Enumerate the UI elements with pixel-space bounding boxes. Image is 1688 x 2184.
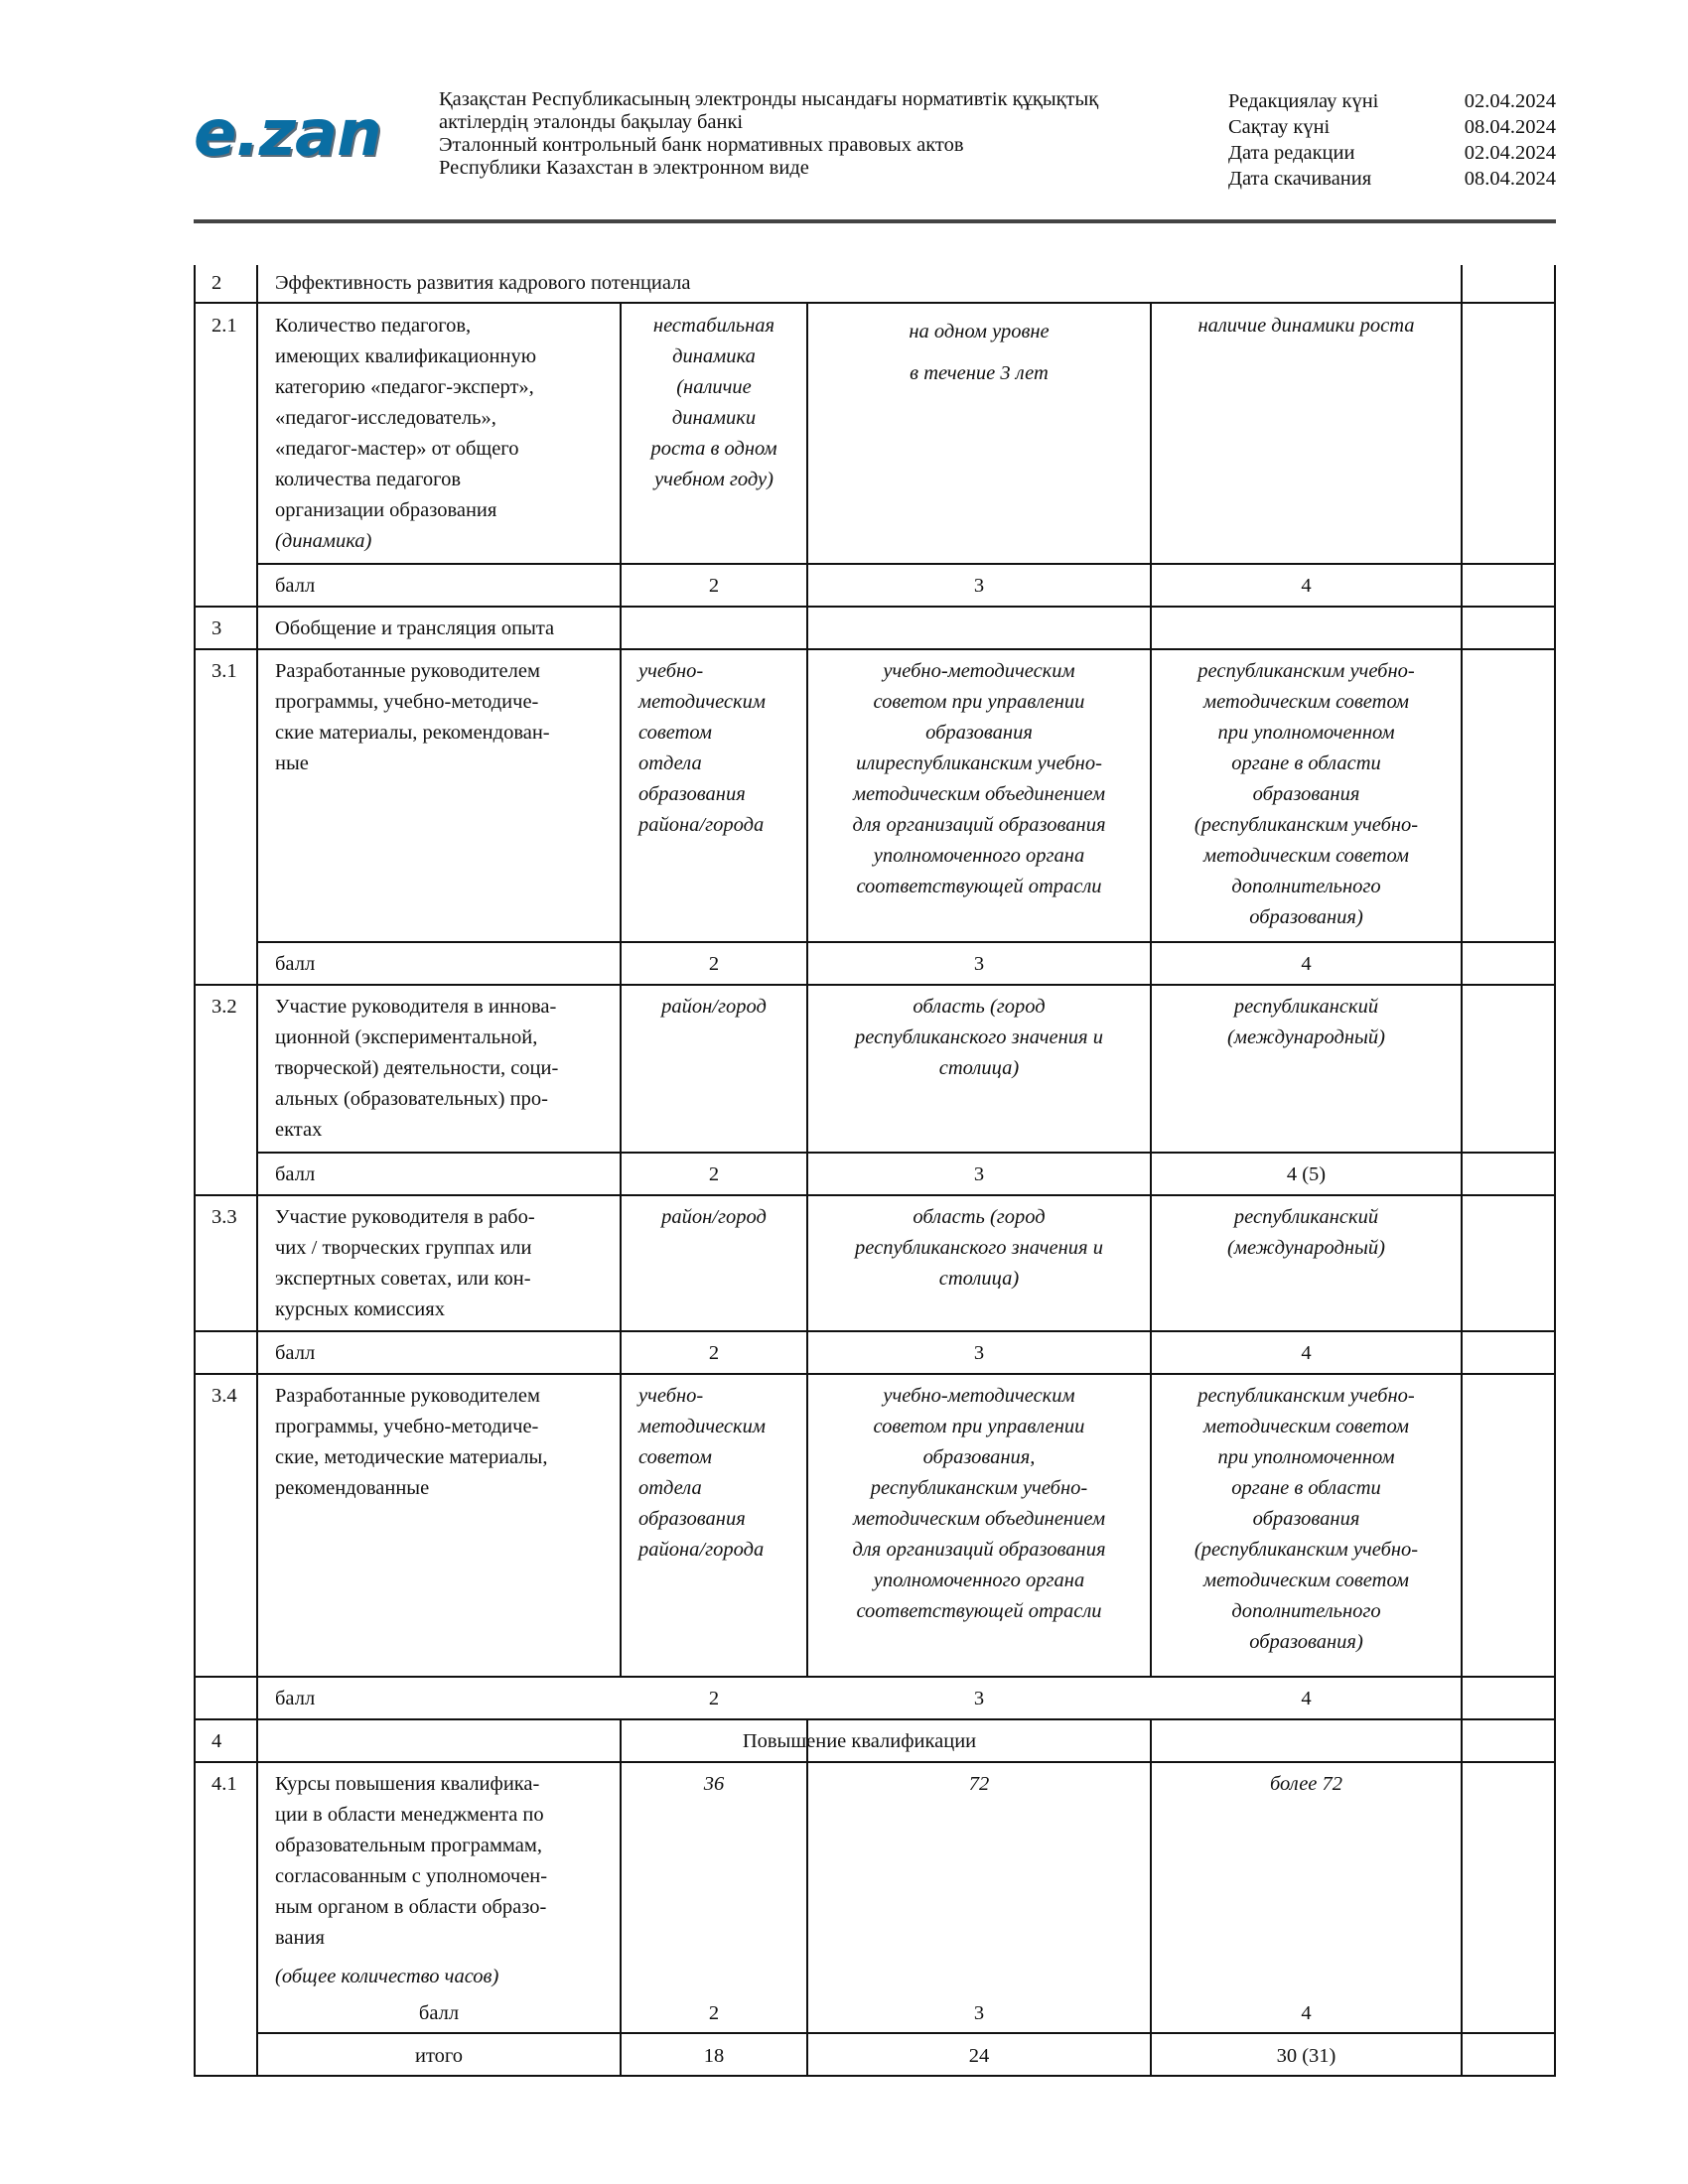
item-description [275, 311, 536, 526]
item-description [275, 992, 558, 1146]
table-border-left [194, 265, 196, 2077]
cell-line: Курсы повышения квалифика- [275, 1773, 540, 1795]
cell-line: образования) [1249, 1631, 1363, 1653]
level-3-criteria [1152, 656, 1461, 933]
bank-description [439, 88, 1174, 180]
cell-line: для организаций образования [852, 1539, 1106, 1561]
cell-line: 72 [968, 1773, 990, 1795]
cell-line: Участие руководителя в иннова- [275, 996, 557, 1018]
cell-line: республиканским учебно- [1197, 1385, 1415, 1407]
item-number: 2.1 [211, 315, 237, 337]
cell-line: вания [275, 1927, 325, 1949]
score-level-1: 2 [708, 2002, 720, 2024]
score-level-3: 4 [1301, 1342, 1312, 1364]
cell-line: соответствующей отрасли [856, 876, 1102, 897]
cell-line: советом при управлении [873, 1416, 1085, 1437]
row-line [194, 1718, 1556, 1720]
cell-line: согласованным с уполномочен- [275, 1865, 548, 1887]
score-level-1: 2 [708, 575, 720, 597]
row-line [194, 1373, 1556, 1375]
row-line [194, 1330, 1556, 1332]
score-level-2: 3 [973, 2002, 985, 2024]
cell-line: нестабильная [652, 315, 775, 337]
cell-line: столица) [938, 1057, 1020, 1079]
cell-line: республиканского значения и [855, 1237, 1103, 1259]
row-line [194, 606, 1556, 608]
meta-value: 02.04.2024 [1464, 90, 1556, 112]
score-level-2: 3 [973, 1342, 985, 1364]
level-1-criteria [622, 311, 806, 495]
cell-line: уполномоченного органа [873, 845, 1085, 867]
cell-line: столица) [938, 1268, 1020, 1290]
cell-line: имеющих квалификационную [275, 345, 537, 367]
cell-line: методическим советом [1203, 691, 1409, 713]
cell-line: рекомендованные [275, 1477, 430, 1499]
meta-label: Сақтау күні [1228, 116, 1331, 138]
level-1-criteria [622, 1202, 806, 1233]
cell-line: советом [638, 1446, 712, 1468]
cell-line: курсных комиссиях [275, 1298, 445, 1320]
cell-line: органе в области [1231, 1477, 1381, 1499]
cell-line: Участие руководителя в рабо- [275, 1206, 535, 1228]
meta-value: 08.04.2024 [1464, 168, 1556, 190]
cell-line: творческой) деятельности, соци- [275, 1057, 559, 1079]
cell-line: программы, учебно-методиче- [275, 1416, 539, 1437]
cell-line: район/город [661, 996, 767, 1018]
cell-line: советом [638, 722, 712, 744]
level-3-criteria [1152, 1381, 1461, 1658]
row-line [194, 2075, 1556, 2077]
cell-line: (республиканским учебно- [1194, 814, 1419, 836]
item-description [275, 1769, 547, 1954]
cell-line: образования [1252, 1508, 1360, 1530]
cell-line: учебно- [638, 660, 704, 682]
level-2-criteria [808, 656, 1150, 902]
cell-line: района/города [638, 1539, 765, 1561]
cell-line: на одном уровне [909, 321, 1050, 342]
level-1-criteria [638, 656, 766, 841]
level-3-criteria [1152, 992, 1461, 1053]
criteria-table [194, 265, 1556, 2077]
cell-line: методическим объединением [852, 783, 1106, 805]
score-level-2: 3 [973, 953, 985, 975]
item-note: (общее количество часов) [275, 1966, 499, 1987]
cell-line: отдела [638, 1477, 702, 1499]
cell-line: советом при управлении [873, 691, 1085, 713]
cell-line: образования, [922, 1446, 1036, 1468]
cell-line: (республиканским учебно- [1194, 1539, 1419, 1561]
score-level-1: 2 [708, 953, 720, 975]
section-title: Эффективность развития кадрового потенциала [275, 272, 691, 294]
ezan-logo [194, 99, 392, 169]
section-number: 4 [211, 1730, 222, 1752]
section-title: Обобщение и трансляция опыта [275, 617, 555, 639]
cell-line: дополнительного [1231, 876, 1381, 897]
level-1-criteria [622, 992, 806, 1023]
cell-line: образования) [1249, 906, 1363, 928]
table-border-num [256, 265, 258, 2077]
score-level-1: 2 [708, 1342, 720, 1364]
cell-line: илиреспубликанским учебно- [856, 752, 1102, 774]
level-1-criteria [622, 1769, 806, 1800]
cell-line: более 72 [1269, 1773, 1343, 1795]
cell-line: в течение 3 лет [910, 362, 1049, 384]
item-number: 4.1 [211, 1773, 237, 1795]
meta-value: 02.04.2024 [1464, 142, 1556, 164]
cell-line: ции в области менеджмента по [275, 1804, 544, 1826]
score-level-1: 2 [708, 1688, 720, 1709]
item-number: 3.3 [211, 1206, 237, 1228]
logo-text: e.zan [194, 97, 381, 171]
cell-line: республиканским учебно- [1197, 660, 1415, 682]
item-description [275, 656, 550, 779]
title-kz-line-2: актілердің эталонды бақылау банкі [439, 111, 744, 133]
cell-line: ектах [275, 1119, 323, 1141]
score-label: балл [418, 2002, 460, 2024]
score-label: балл [275, 1163, 316, 1185]
score-level-3: 4 [1301, 575, 1312, 597]
meta-label: Дата редакции [1228, 142, 1355, 164]
cell-line: учебно-методическим [883, 660, 1075, 682]
level-1-criteria [638, 1381, 766, 1566]
cell-line: район/город [661, 1206, 767, 1228]
row-line [256, 563, 1556, 565]
cell-line: категорию «педагог-эксперт», [275, 376, 534, 398]
score-level-3: 4 [1301, 2002, 1312, 2024]
cell-line: «педагог-мастер» от общего [275, 438, 519, 460]
score-label: балл [275, 1688, 316, 1709]
header-divider [194, 219, 1556, 223]
cell-line: динамики [671, 407, 757, 429]
title-ru-line-1: Эталонный контрольный банк нормативных правовых актов [439, 134, 964, 156]
total-level-3: 30 (31) [1276, 2045, 1336, 2067]
cell-line: образовательным программам, [275, 1835, 542, 1856]
total-label: итого [414, 2045, 464, 2067]
score-label: балл [275, 575, 316, 597]
title-kz-line-1: Қазақстан Республикасының электронды нысандағы нормативтік құқықтық [439, 88, 1099, 110]
cell-line: 36 [703, 1773, 725, 1795]
score-level-3: 4 (5) [1286, 1163, 1327, 1185]
cell-line: органе в области [1231, 752, 1381, 774]
cell-line: (наличие [676, 376, 752, 398]
total-level-2: 24 [968, 2045, 990, 2067]
row-line [194, 1761, 1556, 1763]
cell-line: Количество педагогов, [275, 315, 472, 337]
section-number: 2 [211, 272, 222, 294]
cell-line: соответствующей отрасли [856, 1600, 1102, 1622]
level-3-criteria [1152, 311, 1461, 341]
cell-line: образования [1252, 783, 1360, 805]
table-border-c1 [620, 303, 622, 1677]
cell-line: республиканский [1233, 1206, 1379, 1228]
cell-line: ские, методические материалы, [275, 1446, 548, 1468]
meta-row [1228, 88, 1556, 114]
cell-line: ные [275, 752, 309, 774]
cell-line: методическим советом [1203, 1416, 1409, 1437]
cell-line: наличие динамики роста [1197, 315, 1415, 337]
cell-line: республиканский [1233, 996, 1379, 1018]
cell-line: (международный) [1227, 1237, 1385, 1259]
cell-line: методическим советом [1203, 845, 1409, 867]
cell-line: уполномоченного органа [873, 1570, 1085, 1591]
cell-line: количества педагогов [275, 469, 462, 490]
cell-line: при уполномоченном [1217, 722, 1395, 744]
score-level-2: 3 [973, 575, 985, 597]
cell-line: образования [638, 1508, 746, 1530]
total-level-1: 18 [703, 2045, 725, 2067]
cell-line: динамика [672, 345, 756, 367]
level-3-criteria [1152, 1202, 1461, 1264]
cell-line: образования [925, 722, 1033, 744]
cell-line: района/города [638, 814, 765, 836]
section-number: 3 [211, 617, 222, 639]
cell-line: дополнительного [1231, 1600, 1381, 1622]
cell-line: ские материалы, рекомендован- [275, 722, 550, 744]
row-line [194, 1194, 1556, 1196]
row-line [194, 648, 1556, 650]
cell-line: учебно- [638, 1385, 704, 1407]
score-level-3: 4 [1301, 1688, 1312, 1709]
meta-label: Редакциялау күні [1228, 90, 1379, 112]
score-level-2: 3 [973, 1163, 985, 1185]
cell-line: методическим [638, 1416, 766, 1437]
cell-line: методическим объединением [852, 1508, 1106, 1530]
cell-line: экспертных советах, или кон- [275, 1268, 531, 1290]
cell-line: Разработанные руководителем [275, 660, 540, 682]
cell-line: альных (образовательных) про- [275, 1088, 548, 1110]
cell-line: роста в одном [650, 438, 777, 460]
table-border-c4 [1461, 265, 1463, 2077]
item-number: 3.4 [211, 1385, 237, 1407]
document-dates [1228, 88, 1556, 192]
cell-line: (международный) [1227, 1026, 1385, 1048]
cell-line: чих / творческих группах или [275, 1237, 532, 1259]
cell-line: организации образования [275, 499, 497, 521]
level-2-criteria [808, 1381, 1150, 1627]
level-3-criteria [1152, 1769, 1461, 1800]
cell-line: программы, учебно-методиче- [275, 691, 539, 713]
cell-line: учебном году) [654, 469, 774, 490]
title-ru-line-2: Республики Казахстан в электронном виде [439, 157, 809, 179]
meta-row [1228, 140, 1556, 166]
cell-line: ционной (экспериментальной, [275, 1026, 538, 1048]
item-number: 3.1 [211, 660, 237, 682]
item-number: 3.2 [211, 996, 237, 1018]
row-line [194, 302, 1556, 304]
row-line [256, 1152, 1556, 1154]
item-note: (динамика) [275, 530, 372, 552]
cell-line: «педагог-исследователь», [275, 407, 496, 429]
cell-line: отдела [638, 752, 702, 774]
table-border-right [1554, 265, 1556, 2077]
meta-value: 08.04.2024 [1464, 116, 1556, 138]
cell-line: область (город [913, 996, 1046, 1018]
row-line [256, 2032, 1556, 2034]
level-2-criteria [808, 1202, 1150, 1295]
level-2-criteria [808, 1769, 1150, 1800]
cell-line: область (город [913, 1206, 1046, 1228]
section-title: Повышение квалификации [742, 1730, 977, 1752]
item-description [275, 1381, 547, 1504]
cell-line: методическим советом [1203, 1570, 1409, 1591]
cell-line: учебно-методическим [883, 1385, 1075, 1407]
level-2-criteria [808, 992, 1150, 1084]
cell-line: ным органом в области образо- [275, 1896, 547, 1918]
score-level-2: 3 [973, 1688, 985, 1709]
meta-label: Дата скачивания [1228, 168, 1372, 190]
cell-line: при уполномоченном [1217, 1446, 1395, 1468]
cell-line: Разработанные руководителем [275, 1385, 540, 1407]
cell-line: для организаций образования [852, 814, 1106, 836]
cell-line: республиканским учебно- [870, 1477, 1088, 1499]
cell-line: республиканского значения и [855, 1026, 1103, 1048]
row-line [194, 984, 1556, 986]
cell-line: методическим [638, 691, 766, 713]
row-line [256, 941, 1556, 943]
level-2-criteria [808, 311, 1150, 394]
meta-row [1228, 114, 1556, 140]
score-level-3: 4 [1301, 953, 1312, 975]
item-description [275, 1202, 535, 1325]
meta-row [1228, 166, 1556, 192]
cell-line: образования [638, 783, 746, 805]
score-label: балл [275, 1342, 316, 1364]
row-line [194, 1676, 1556, 1678]
score-label: балл [275, 953, 316, 975]
score-level-1: 2 [708, 1163, 720, 1185]
